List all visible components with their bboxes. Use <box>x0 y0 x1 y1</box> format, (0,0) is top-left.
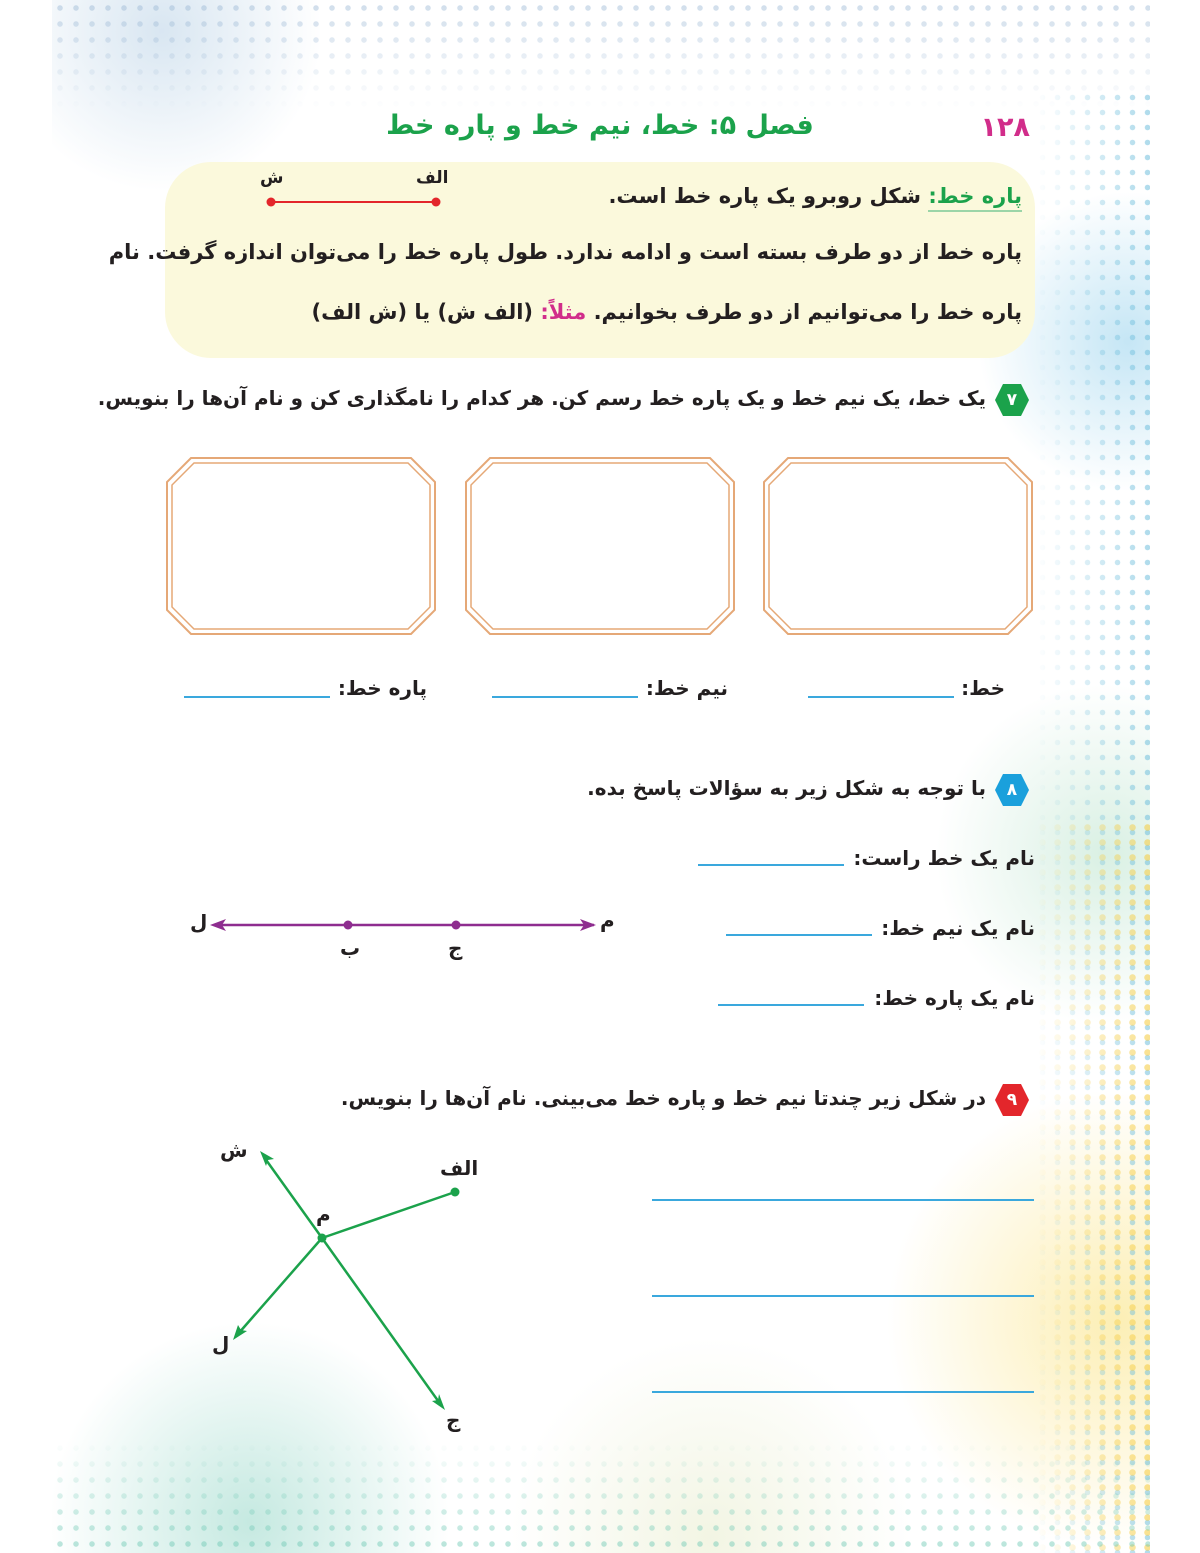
answer-field-straight-line[interactable] <box>698 864 844 866</box>
question-9-badge <box>994 1082 1030 1118</box>
answer-label-line: خط: <box>961 676 1005 700</box>
definition-line-3-start: پاره خط را می‌توانیم از دو طرف بخوانیم. <box>586 300 1022 324</box>
rays-label-shin: ش <box>220 1138 248 1162</box>
example-label: مثلاً: <box>540 300 587 324</box>
prompt-straight-line: نام یک خط راست: <box>853 846 1035 870</box>
point-mim <box>318 1234 327 1243</box>
definition-line-3 <box>300 300 1022 324</box>
question-7-number: ۷ <box>1006 390 1018 410</box>
rays-label-alef: الف <box>440 1156 479 1180</box>
question-7-text: یک خط، یک نیم خط و یک پاره خط رسم کن. هر کدام را نامگذاری کن و نام آن‌ها را بنویس. <box>97 386 986 410</box>
answer-field-segment[interactable] <box>184 696 330 698</box>
drawing-box-segment[interactable] <box>165 456 437 636</box>
definition-term: پاره خط: <box>928 184 1022 212</box>
line-label-be: ب <box>340 936 361 960</box>
rays-label-mim: م <box>316 1202 331 1226</box>
line-label-jim: ج <box>448 936 463 960</box>
drawing-box-line[interactable] <box>762 456 1034 636</box>
line-figure <box>200 905 610 945</box>
segment-label-shin: ش <box>260 168 284 188</box>
definition-line-3-end: (الف ش) یا (ش الف) <box>311 300 541 324</box>
question-8-badge <box>994 772 1030 808</box>
answer-field-ray-q8[interactable] <box>726 934 872 936</box>
line-label-lam: ل <box>190 910 208 934</box>
prompt-ray: نام یک نیم خط: <box>881 916 1035 940</box>
answer-label-ray: نیم خط: <box>645 676 728 700</box>
prompt-segment: نام یک پاره خط: <box>874 986 1035 1010</box>
answer-field-line[interactable] <box>808 696 954 698</box>
rays-label-jim: ج <box>446 1408 461 1432</box>
segment-mim-alef <box>322 1192 455 1238</box>
line-label-mim: م <box>600 908 615 932</box>
question-8-number: ۸ <box>1006 780 1018 800</box>
ray-shin <box>264 1157 322 1238</box>
answer-field-q9-2[interactable] <box>652 1295 1034 1297</box>
chapter-title: فصل ۵: خط، نیم خط و پاره خط <box>386 110 814 141</box>
segment-label-alef: الف <box>416 168 449 188</box>
segment-point-shin <box>267 198 276 207</box>
definition-line-2: پاره خط از دو طرف بسته است و ادامه ندارد. طول پاره خط را می‌توان اندازه گرفت. نام <box>108 240 1022 264</box>
question-7-badge <box>994 382 1030 418</box>
definition-line-1 <box>460 184 1022 208</box>
answer-field-segment-q8[interactable] <box>718 1004 864 1006</box>
point-alef <box>451 1188 460 1197</box>
arrow-shin <box>260 1151 274 1166</box>
question-9-number: ۹ <box>1006 1090 1018 1110</box>
drawing-box-ray[interactable] <box>464 456 736 636</box>
page-number: ۱۲۸ <box>980 112 1030 143</box>
definition-line-1-text: شکل روبرو یک پاره خط است. <box>608 184 929 208</box>
line-point-b <box>344 921 353 930</box>
ray-jim <box>322 1238 441 1405</box>
decorative-dots-bottom <box>52 1440 1150 1553</box>
ray-lam <box>238 1238 322 1334</box>
decorative-dots-top <box>52 0 1150 110</box>
answer-label-segment: پاره خط: <box>337 676 427 700</box>
answer-field-q9-3[interactable] <box>652 1391 1034 1393</box>
line-point-c <box>452 921 461 930</box>
answer-field-ray[interactable] <box>492 696 638 698</box>
question-9-text: در شکل زیر چندتا نیم خط و پاره خط می‌بینی. نام آن‌ها را بنویس. <box>340 1086 986 1110</box>
answer-field-q9-1[interactable] <box>652 1199 1034 1201</box>
rays-label-lam: ل <box>212 1332 230 1356</box>
segment-point-alef <box>432 198 441 207</box>
question-8-text: با توجه به شکل زیر به سؤالات پاسخ بده. <box>587 776 986 800</box>
